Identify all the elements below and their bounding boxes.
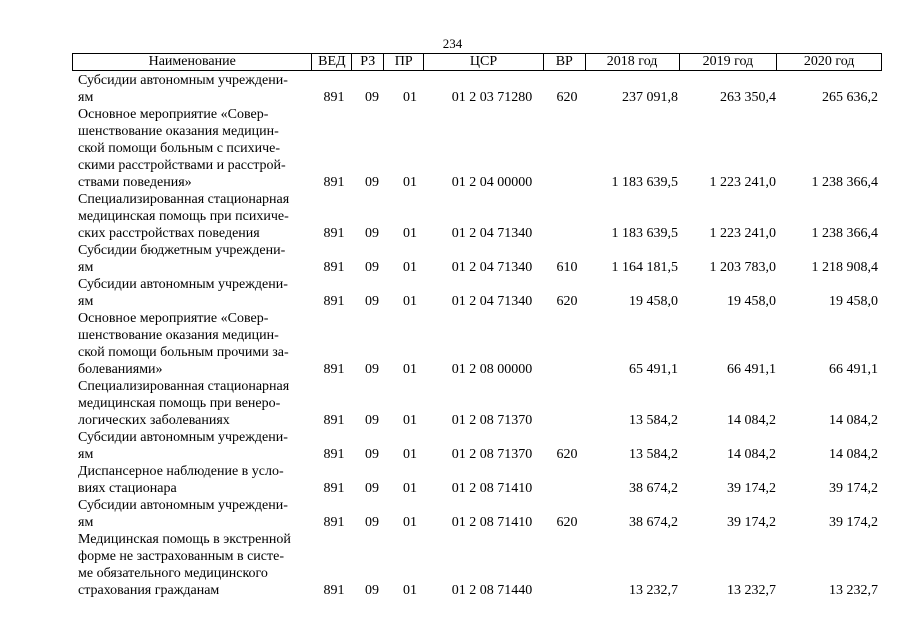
cell-2019: 66 491,1 — [727, 362, 776, 377]
cell-name — [72, 310, 312, 378]
cell-2018: 237 091,8 — [622, 90, 678, 105]
cell-rz: 09 — [365, 294, 379, 309]
cell-csr: 01 2 08 00000 — [451, 362, 533, 377]
cell-pr: 01 — [403, 413, 417, 428]
cell-2018: 65 491,1 — [629, 362, 678, 377]
cell-2020: 1 238 366,4 — [811, 226, 878, 241]
name-line: Субсидии автономным учреждени- — [78, 430, 288, 445]
table-row — [72, 531, 882, 599]
table-row — [72, 497, 882, 531]
name-line: ме обязательного медицинского — [78, 566, 268, 581]
name-line: ской помощи больным с психиче- — [78, 141, 281, 156]
header-csr: ЦСР — [424, 54, 544, 70]
cell-pr: 01 — [403, 362, 417, 377]
cell-2018: 38 674,2 — [629, 515, 678, 530]
cell-ved: 891 — [323, 447, 345, 462]
table-row — [72, 378, 882, 429]
cell-2020: 39 174,2 — [829, 515, 878, 530]
cell-ved: 891 — [323, 362, 345, 377]
cell-2019: 1 223 241,0 — [709, 226, 776, 241]
cell-2018: 13 584,2 — [629, 413, 678, 428]
table-row — [72, 429, 882, 463]
cell-2020: 1 238 366,4 — [811, 175, 878, 190]
cell-csr: 01 2 04 71340 — [451, 260, 533, 275]
name-line: Субсидии автономным учреждени- — [78, 498, 288, 513]
cell-rz: 09 — [365, 226, 379, 241]
cell-ved: 891 — [323, 583, 345, 598]
name-line: Специализированная стационарная — [78, 192, 290, 207]
name-line: Диспансерное наблюдение в усло- — [78, 464, 284, 479]
table-row — [72, 463, 882, 497]
cell-2020: 66 491,1 — [829, 362, 878, 377]
name-line: Субсидии автономным учреждени- — [78, 277, 288, 292]
table-row — [72, 106, 882, 191]
header-2018: 2018 год — [586, 54, 680, 70]
cell-rz: 09 — [365, 413, 379, 428]
cell-ved: 891 — [323, 175, 345, 190]
cell-2019: 19 458,0 — [727, 294, 776, 309]
cell-name — [72, 191, 312, 242]
cell-csr: 01 2 08 71410 — [451, 515, 533, 530]
cell-2020: 265 636,2 — [822, 90, 878, 105]
cell-pr: 01 — [403, 90, 417, 105]
cell-2020: 39 174,2 — [829, 481, 878, 496]
cell-name — [72, 378, 312, 429]
cell-name — [72, 276, 312, 310]
cell-rz: 09 — [365, 175, 379, 190]
cell-name — [72, 463, 312, 497]
cell-ved: 891 — [323, 260, 345, 275]
cell-2018: 1 183 639,5 — [611, 226, 678, 241]
name-line: ям — [78, 447, 94, 462]
cell-name — [72, 497, 312, 531]
header-ved: ВЕД — [312, 54, 352, 70]
page-number: 234 — [442, 36, 463, 51]
cell-pr: 01 — [403, 260, 417, 275]
cell-csr: 01 2 04 71340 — [451, 226, 533, 241]
cell-2018: 38 674,2 — [629, 481, 678, 496]
name-line: логических заболеваниях — [78, 413, 230, 428]
cell-rz: 09 — [365, 362, 379, 377]
cell-ved: 891 — [323, 294, 345, 309]
name-line: скими расстройствами и расстрой- — [78, 158, 286, 173]
header-pr: ПР — [384, 54, 424, 70]
name-line: ям — [78, 515, 94, 530]
name-line: ям — [78, 294, 94, 309]
cell-csr: 01 2 03 71280 — [451, 90, 533, 105]
cell-pr: 01 — [403, 481, 417, 496]
cell-ved: 891 — [323, 481, 345, 496]
name-line: медицинская помощь при венеро- — [78, 396, 281, 411]
name-line: ствами поведения» — [78, 175, 192, 190]
header-2020: 2020 год — [803, 54, 855, 69]
cell-ved: 891 — [323, 515, 345, 530]
cell-2018: 1 183 639,5 — [611, 175, 678, 190]
name-line: Специализированная стационарная — [78, 379, 290, 394]
cell-2020: 14 084,2 — [829, 413, 878, 428]
table-header — [72, 53, 882, 71]
name-line: форме не застрахованным в систе- — [78, 549, 284, 564]
table-row — [72, 191, 882, 242]
name-line: ской помощи больным прочими за- — [78, 345, 289, 360]
cell-rz: 09 — [365, 583, 379, 598]
cell-name — [72, 242, 312, 276]
table-row — [72, 72, 882, 106]
cell-rz: 09 — [365, 260, 379, 275]
header-rz: РЗ — [352, 54, 384, 70]
cell-pr: 01 — [403, 515, 417, 530]
cell-csr: 01 2 08 71370 — [451, 413, 533, 428]
name-line: шенствование оказания медицин- — [78, 328, 279, 343]
name-line: страхования гражданам — [78, 583, 220, 598]
cell-2020: 13 232,7 — [829, 583, 878, 598]
cell-2019: 39 174,2 — [727, 481, 776, 496]
cell-vr: 620 — [556, 294, 578, 309]
cell-2018: 1 164 181,5 — [611, 260, 678, 275]
cell-name — [72, 531, 312, 599]
name-line: Основное мероприятие «Совер- — [78, 311, 269, 326]
name-line: медицинская помощь при психиче- — [78, 209, 289, 224]
cell-2019: 14 084,2 — [727, 447, 776, 462]
cell-csr: 01 2 04 00000 — [451, 175, 533, 190]
cell-csr: 01 2 08 71410 — [451, 481, 533, 496]
cell-2019: 263 350,4 — [720, 90, 776, 105]
table-row — [72, 276, 882, 310]
name-line: Основное мероприятие «Совер- — [78, 107, 269, 122]
cell-vr: 620 — [556, 447, 578, 462]
cell-csr: 01 2 04 71340 — [451, 294, 533, 309]
header-2019: 2019 год — [680, 54, 778, 70]
cell-vr: 610 — [556, 260, 578, 275]
name-line: Медицинская помощь в экстренной — [78, 532, 291, 547]
cell-2019: 14 084,2 — [727, 413, 776, 428]
table-row — [72, 310, 882, 378]
cell-csr: 01 2 08 71440 — [451, 583, 533, 598]
cell-name — [72, 72, 312, 106]
name-line: Субсидии бюджетным учреждени- — [78, 243, 286, 258]
name-line: ских расстройствах поведения — [78, 226, 260, 241]
cell-ved: 891 — [323, 226, 345, 241]
cell-2018: 13 232,7 — [629, 583, 678, 598]
name-line: болеваниями» — [78, 362, 163, 377]
name-line: ям — [78, 260, 94, 275]
cell-pr: 01 — [403, 447, 417, 462]
cell-pr: 01 — [403, 175, 417, 190]
cell-ved: 891 — [323, 413, 345, 428]
cell-rz: 09 — [365, 447, 379, 462]
cell-csr: 01 2 08 71370 — [451, 447, 533, 462]
cell-name — [72, 106, 312, 191]
cell-2018: 13 584,2 — [629, 447, 678, 462]
header-vr: ВР — [544, 54, 586, 70]
cell-2019: 13 232,7 — [727, 583, 776, 598]
name-line: виях стационара — [78, 481, 177, 496]
cell-vr: 620 — [556, 515, 578, 530]
cell-pr: 01 — [403, 583, 417, 598]
cell-2020: 14 084,2 — [829, 447, 878, 462]
cell-pr: 01 — [403, 294, 417, 309]
name-line: Субсидии автономным учреждени- — [78, 73, 288, 88]
cell-rz: 09 — [365, 90, 379, 105]
cell-2020: 1 218 908,4 — [811, 260, 878, 275]
cell-vr: 620 — [556, 90, 578, 105]
cell-2019: 1 203 783,0 — [709, 260, 776, 275]
cell-2018: 19 458,0 — [629, 294, 678, 309]
cell-ved: 891 — [323, 90, 345, 105]
cell-2020: 19 458,0 — [829, 294, 878, 309]
table-body — [72, 72, 882, 599]
header-name: Наименование — [73, 54, 312, 70]
cell-rz: 09 — [365, 481, 379, 496]
name-line: ям — [78, 90, 94, 105]
cell-pr: 01 — [403, 226, 417, 241]
cell-2019: 1 223 241,0 — [709, 175, 776, 190]
cell-rz: 09 — [365, 515, 379, 530]
cell-name — [72, 429, 312, 463]
table-row — [72, 242, 882, 276]
cell-2019: 39 174,2 — [727, 515, 776, 530]
name-line: шенствование оказания медицин- — [78, 124, 279, 139]
